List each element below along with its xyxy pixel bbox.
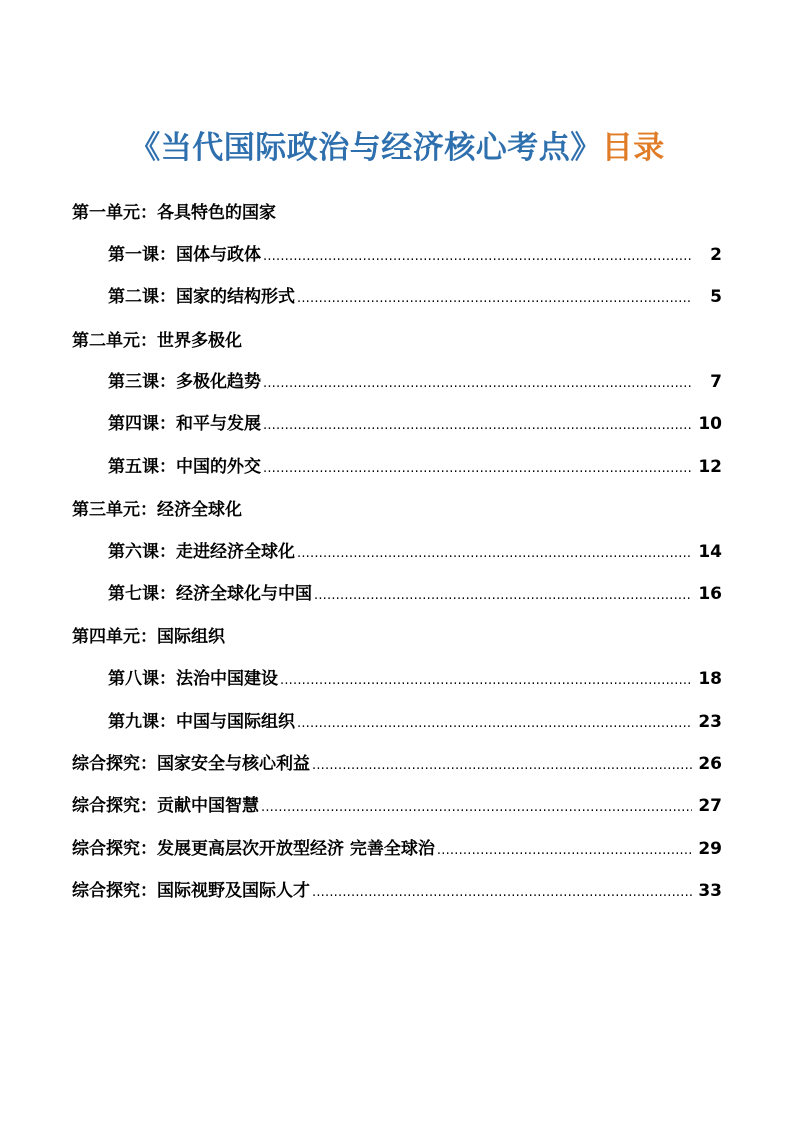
toc-page-number: 27 [698,796,722,816]
toc-page-number: 5 [710,287,722,307]
toc-lesson-label: 第六课：走进经济全球化 [108,542,295,562]
toc-lesson-label: 第八课：法治中国建设 [108,669,278,689]
dot-leader [437,840,692,862]
toc-unit[interactable] [72,202,276,224]
toc-exploration[interactable] [72,795,722,817]
toc-lesson[interactable] [108,244,722,266]
toc-lesson-label: 第七课：经济全球化与中国 [108,584,312,604]
toc-page-number: 26 [698,754,722,774]
toc-lesson[interactable] [108,711,722,733]
toc-lesson-label: 第九课：中国与国际组织 [108,712,295,732]
toc-lesson[interactable] [108,583,722,605]
toc-unit[interactable] [72,499,242,521]
toc-lesson[interactable] [108,371,722,393]
title-suffix: 目录 [601,130,665,166]
toc-unit[interactable] [72,626,225,648]
title-main: 《当代国际政治与经济核心考点》 [129,130,602,166]
toc-lesson[interactable] [108,286,722,308]
dot-leader [263,458,692,480]
toc-exploration[interactable] [72,880,722,902]
toc-lesson[interactable] [108,413,722,435]
toc-lesson[interactable] [108,456,722,478]
toc-page-number: 10 [698,414,722,434]
dot-leader [312,882,692,904]
dot-leader [263,415,692,437]
dot-leader [261,797,692,819]
toc-unit[interactable] [72,330,242,352]
toc-lesson-label: 第五课：中国的外交 [108,457,261,477]
toc-page-number: 16 [698,584,722,604]
toc-lesson-label: 第三课：多极化趋势 [108,372,261,392]
dot-leader [297,713,692,735]
toc-exploration-label: 综合探究：贡献中国智慧 [72,796,259,816]
toc-lesson-label: 第二课：国家的结构形式 [108,287,295,307]
dot-leader [297,288,692,310]
toc-unit-label: 第二单元：世界多极化 [72,331,242,351]
toc-exploration-label: 综合探究：国家安全与核心利益 [72,754,310,774]
toc-unit-label: 第三单元：经济全球化 [72,500,242,520]
toc-page-number: 18 [698,669,722,689]
dot-leader [263,373,692,395]
toc-unit-label: 第四单元：国际组织 [72,627,225,647]
toc-page-number: 12 [698,457,722,477]
toc-page-number: 2 [710,245,722,265]
toc-lesson[interactable] [108,541,722,563]
toc-page-number: 29 [698,839,722,859]
toc-lesson[interactable] [108,668,722,690]
toc-exploration[interactable] [72,753,722,775]
toc-exploration-label: 综合探究：国际视野及国际人才 [72,881,310,901]
dot-leader [312,755,692,777]
dot-leader [263,246,692,268]
toc-exploration[interactable] [72,838,722,860]
dot-leader [297,543,692,565]
toc-unit-label: 第一单元：各具特色的国家 [72,203,276,223]
toc-page-number: 23 [698,712,722,732]
toc-page-number: 7 [710,372,722,392]
dot-leader [280,670,692,692]
toc-page-number: 14 [698,542,722,562]
toc-lesson-label: 第四课：和平与发展 [108,414,261,434]
toc-lesson-label: 第一课：国体与政体 [108,245,261,265]
toc-page-number: 33 [698,881,722,901]
dot-leader [314,585,692,607]
toc-exploration-label: 综合探究：发展更高层次开放型经济 完善全球治 [72,839,435,859]
